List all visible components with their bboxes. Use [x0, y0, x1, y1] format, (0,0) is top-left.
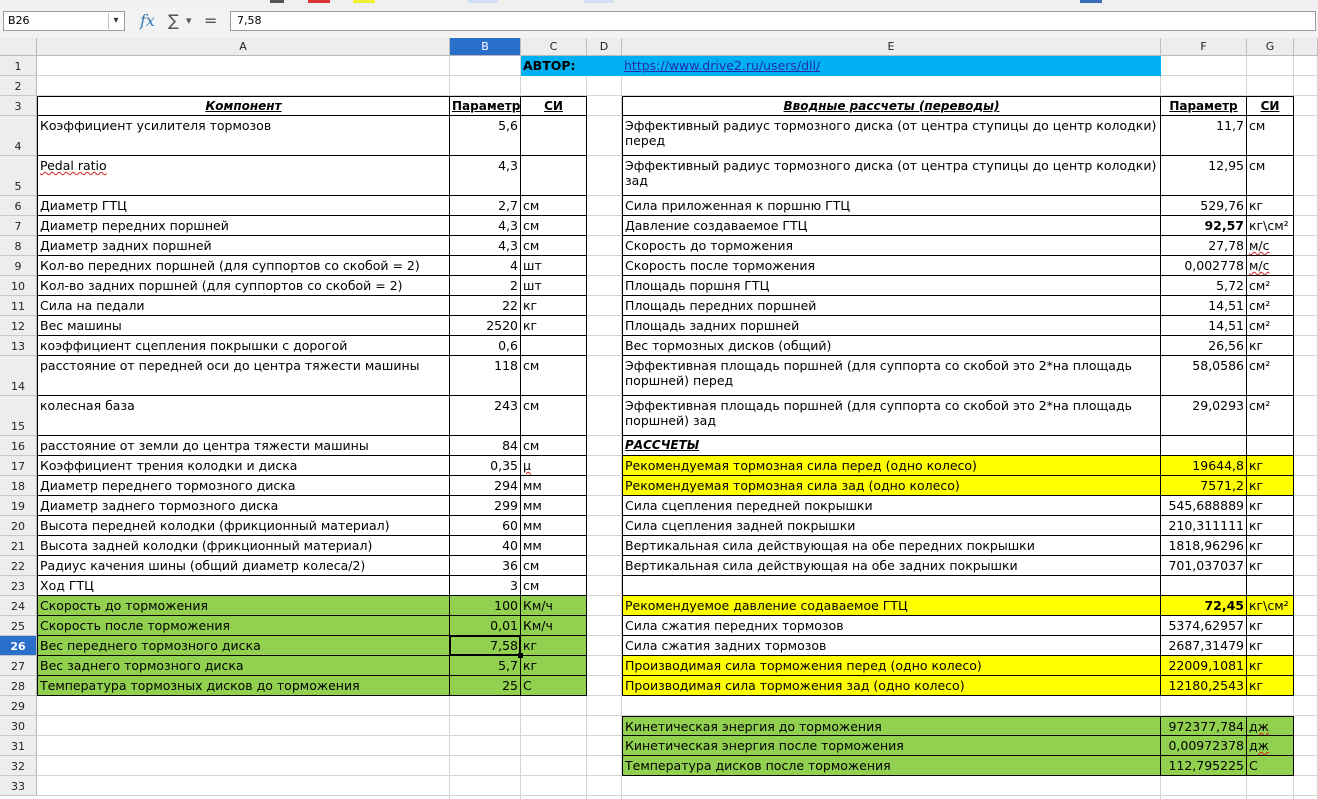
- left-row-unit[interactable]: см: [521, 216, 587, 236]
- toolbar-icon[interactable]: [468, 0, 498, 3]
- toolbar-icon[interactable]: [308, 0, 330, 3]
- left-row-name[interactable]: Вес переднего тормозного диска: [37, 636, 450, 656]
- left-row-unit[interactable]: шт: [521, 276, 587, 296]
- right-row-name[interactable]: Площадь передних поршней: [622, 296, 1161, 316]
- right-row-value[interactable]: 7571,2: [1161, 476, 1247, 496]
- left-row-unit[interactable]: С: [521, 676, 587, 696]
- row-header-23[interactable]: 23: [0, 576, 37, 596]
- right-row-name[interactable]: Сила сцепления задней покрышки: [622, 516, 1161, 536]
- right-row-unit[interactable]: см²: [1247, 396, 1294, 436]
- left-row-unit[interactable]: Км/ч: [521, 616, 587, 636]
- spellcheck-mark: дж: [1249, 738, 1269, 753]
- left-row-name[interactable]: Высота задней колодки (фрикционный материал): [37, 536, 450, 556]
- right-row-unit[interactable]: кг: [1247, 676, 1294, 696]
- right-row-unit[interactable]: кг: [1247, 656, 1294, 676]
- author-label[interactable]: АВТОР:: [521, 56, 587, 76]
- right-header-param[interactable]: Параметр: [1161, 96, 1247, 116]
- author-fill[interactable]: [587, 56, 622, 76]
- right-row-unit[interactable]: кг: [1247, 556, 1294, 576]
- left-row-name[interactable]: Вес заднего тормозного диска: [37, 656, 450, 676]
- right-row-unit[interactable]: кг: [1247, 496, 1294, 516]
- right-row-value[interactable]: 210,311111: [1161, 516, 1247, 536]
- column-header-a[interactable]: A: [37, 38, 450, 56]
- left-row-unit[interactable]: см: [521, 196, 587, 216]
- left-row-unit[interactable]: см: [521, 436, 587, 456]
- left-row-unit[interactable]: см: [521, 576, 587, 596]
- row-header-25[interactable]: 25: [0, 616, 37, 636]
- right-row-unit[interactable]: [1247, 736, 1294, 756]
- right-row-value[interactable]: 11,7: [1161, 116, 1247, 156]
- toolbar-icon[interactable]: [270, 0, 284, 3]
- left-row-unit[interactable]: [521, 156, 587, 196]
- left-row-value[interactable]: 294: [450, 476, 521, 496]
- right-row-name[interactable]: Кинетическая энергия после торможения: [622, 736, 1161, 756]
- row-header-20[interactable]: 20: [0, 516, 37, 536]
- right-row-name[interactable]: Рекомендуемая тормозная сила зад (одно колесо): [622, 476, 1161, 496]
- right-row-value[interactable]: 972377,784: [1161, 716, 1247, 736]
- left-row-value[interactable]: 22: [450, 296, 521, 316]
- row-header-14[interactable]: 14: [0, 356, 37, 396]
- right-row-value[interactable]: 112,795225: [1161, 756, 1247, 776]
- column-header-c[interactable]: C: [521, 38, 587, 56]
- right-row-value[interactable]: 14,51: [1161, 296, 1247, 316]
- right-row-value[interactable]: 0,002778: [1161, 256, 1247, 276]
- spellcheck-mark: м/с: [1249, 258, 1270, 273]
- right-row-value[interactable]: 22009,1081: [1161, 656, 1247, 676]
- right-row-name[interactable]: Рекомендуемая тормозная сила перед (одно колесо): [622, 456, 1161, 476]
- row-header-21[interactable]: 21: [0, 536, 37, 556]
- row-header-1[interactable]: 1: [0, 56, 37, 76]
- right-row-name[interactable]: Сила сжатия передних тормозов: [622, 616, 1161, 636]
- left-row-name[interactable]: Диаметр переднего тормозного диска: [37, 476, 450, 496]
- column-header-empty: [1294, 38, 1318, 56]
- right-row-value[interactable]: 26,56: [1161, 336, 1247, 356]
- right-row-name[interactable]: Производимая сила торможения зад (одно колесо): [622, 676, 1161, 696]
- right-row-unit[interactable]: см²: [1247, 316, 1294, 336]
- row-header-28[interactable]: 28: [0, 676, 37, 696]
- row-header-24[interactable]: 24: [0, 596, 37, 616]
- equals-icon[interactable]: =: [204, 11, 218, 30]
- left-row-value[interactable]: 36: [450, 556, 521, 576]
- right-row-unit[interactable]: см²: [1247, 276, 1294, 296]
- left-row-name[interactable]: [37, 156, 450, 196]
- right-row-name[interactable]: Рекомендуемое давление содаваемое ГТЦ: [622, 596, 1161, 616]
- left-row-value[interactable]: 0,6: [450, 336, 521, 356]
- right-row-name[interactable]: Площадь задних поршней: [622, 316, 1161, 336]
- function-wizard-icon[interactable]: fx: [140, 11, 155, 30]
- right-row-name[interactable]: Эффективный радиус тормозного диска (от центра ступицы до центр колодки) перед: [622, 116, 1161, 156]
- right-row-unit[interactable]: см: [1247, 116, 1294, 156]
- row-header-18[interactable]: 18: [0, 476, 37, 496]
- row-header-30[interactable]: 30: [0, 716, 37, 736]
- left-row-name[interactable]: Диаметр передних поршней: [37, 216, 450, 236]
- right-row-name[interactable]: Сила сжатия задних тормозов: [622, 636, 1161, 656]
- right-row-value[interactable]: 29,0293: [1161, 396, 1247, 436]
- left-row-value[interactable]: 4,3: [450, 236, 521, 256]
- row-header-7[interactable]: 7: [0, 216, 37, 236]
- left-row-unit[interactable]: см: [521, 396, 587, 436]
- right-row-name[interactable]: Эффективная площадь поршней (для суппорта со скобой это 2*на площадь поршней) перед: [622, 356, 1161, 396]
- right-row-value[interactable]: 72,45: [1161, 596, 1247, 616]
- row-header-22[interactable]: 22: [0, 556, 37, 576]
- left-row-name[interactable]: Диаметр заднего тормозного диска: [37, 496, 450, 516]
- right-row-unit[interactable]: кг\см²: [1247, 596, 1294, 616]
- fill-handle[interactable]: [518, 653, 523, 658]
- right-row-name[interactable]: [622, 576, 1161, 596]
- right-header-calc[interactable]: Вводные рассчеты (переводы): [622, 96, 1161, 116]
- right-row-value[interactable]: 529,76: [1161, 196, 1247, 216]
- left-row-value[interactable]: 243: [450, 396, 521, 436]
- row-header-6[interactable]: 6: [0, 196, 37, 216]
- left-row-value[interactable]: 2520: [450, 316, 521, 336]
- left-row-name[interactable]: коэффициент сцепления покрышки с дорогой: [37, 336, 450, 356]
- left-row-unit[interactable]: мм: [521, 516, 587, 536]
- right-row-unit[interactable]: [1247, 256, 1294, 276]
- row-header-10[interactable]: 10: [0, 276, 37, 296]
- right-row-unit[interactable]: [1247, 716, 1294, 736]
- left-row-value[interactable]: 5,7: [450, 656, 521, 676]
- right-row-value[interactable]: 0,00972378: [1161, 736, 1247, 756]
- left-row-unit[interactable]: кг: [521, 316, 587, 336]
- left-header-unit[interactable]: СИ: [521, 96, 587, 116]
- row-header-26[interactable]: 26: [0, 636, 37, 656]
- right-row-value[interactable]: 58,0586: [1161, 356, 1247, 396]
- row-header-5[interactable]: 5: [0, 156, 37, 196]
- row-header-32[interactable]: 32: [0, 756, 37, 776]
- left-row-name[interactable]: Температура тормозных дисков до торможения: [37, 676, 450, 696]
- right-row-unit[interactable]: кг\см²: [1247, 216, 1294, 236]
- left-row-value[interactable]: 25: [450, 676, 521, 696]
- name-box-value: B26: [8, 14, 30, 27]
- right-row-name[interactable]: Сила сцепления передней покрышки: [622, 496, 1161, 516]
- left-row-name[interactable]: Сила на педали: [37, 296, 450, 316]
- right-row-name[interactable]: Скорость до торможения: [622, 236, 1161, 256]
- right-row-name[interactable]: Давление создаваемое ГТЦ: [622, 216, 1161, 236]
- spreadsheet-grid[interactable]: [0, 38, 1318, 799]
- right-row-value[interactable]: 14,51: [1161, 316, 1247, 336]
- right-row-name[interactable]: Площадь поршня ГТЦ: [622, 276, 1161, 296]
- left-row-value[interactable]: 2: [450, 276, 521, 296]
- column-header-e[interactable]: E: [622, 38, 1161, 56]
- formula-input[interactable]: [230, 11, 1316, 31]
- left-row-unit[interactable]: [521, 456, 587, 476]
- right-row-value[interactable]: 92,57: [1161, 216, 1247, 236]
- toolbar-strip: [0, 0, 1318, 8]
- right-row-name[interactable]: Сила приложенная к поршню ГТЦ: [622, 196, 1161, 216]
- row-header-17[interactable]: 17: [0, 456, 37, 476]
- toolbar-icon[interactable]: [353, 0, 375, 3]
- column-header-d[interactable]: D: [587, 38, 622, 56]
- left-row-value[interactable]: 60: [450, 516, 521, 536]
- row-header-16[interactable]: 16: [0, 436, 37, 456]
- row-header-15[interactable]: 15: [0, 396, 37, 436]
- left-row-value[interactable]: 2,7: [450, 196, 521, 216]
- right-row-unit[interactable]: [1247, 436, 1294, 456]
- row-header-9[interactable]: 9: [0, 256, 37, 276]
- left-row-name[interactable]: Диаметр задних поршней: [37, 236, 450, 256]
- left-header-component[interactable]: Компонент: [37, 96, 450, 116]
- right-header-unit[interactable]: СИ: [1247, 96, 1294, 116]
- row-header-27[interactable]: 27: [0, 656, 37, 676]
- left-row-value[interactable]: 0,35: [450, 456, 521, 476]
- spellcheck-mark: Pedal ratio: [40, 158, 107, 173]
- column-header-b[interactable]: B: [450, 38, 521, 56]
- left-row-name[interactable]: Скорость после торможения: [37, 616, 450, 636]
- right-row-unit[interactable]: см²: [1247, 356, 1294, 396]
- left-row-unit[interactable]: кг: [521, 296, 587, 316]
- name-box[interactable]: [3, 11, 125, 31]
- left-row-name[interactable]: колесная база: [37, 396, 450, 436]
- right-row-unit[interactable]: см: [1247, 156, 1294, 196]
- row-header-2[interactable]: 2: [0, 76, 37, 96]
- gridline: [37, 795, 1318, 796]
- right-row-value[interactable]: 5,72: [1161, 276, 1247, 296]
- right-row-name[interactable]: Скорость после торможения: [622, 256, 1161, 276]
- left-row-name[interactable]: Вес машины: [37, 316, 450, 336]
- row-header-12[interactable]: 12: [0, 316, 37, 336]
- left-row-value[interactable]: 4,3: [450, 156, 521, 196]
- right-row-value[interactable]: 701,037037: [1161, 556, 1247, 576]
- right-row-unit[interactable]: кг: [1247, 516, 1294, 536]
- right-row-name[interactable]: Вертикальная сила действующая на обе задних покрышки: [622, 556, 1161, 576]
- left-row-unit[interactable]: мм: [521, 536, 587, 556]
- row-header-8[interactable]: 8: [0, 236, 37, 256]
- row-header-19[interactable]: 19: [0, 496, 37, 516]
- left-row-unit[interactable]: см: [521, 236, 587, 256]
- left-row-value[interactable]: 4,3: [450, 216, 521, 236]
- left-row-name[interactable]: Диаметр ГТЦ: [37, 196, 450, 216]
- right-row-value[interactable]: 19644,8: [1161, 456, 1247, 476]
- right-row-unit[interactable]: см²: [1247, 296, 1294, 316]
- row-header-33[interactable]: 33: [0, 776, 37, 796]
- left-row-name[interactable]: Высота передней колодки (фрикционный материал): [37, 516, 450, 536]
- right-row-name[interactable]: Эффективная площадь поршней (для суппорта со скобой это 2*на площадь поршней) зад: [622, 396, 1161, 436]
- left-row-unit[interactable]: кг: [521, 636, 587, 656]
- sum-dropdown-icon[interactable]: ▾: [186, 14, 192, 27]
- right-row-name[interactable]: Эффективный радиус тормозного диска (от центра ступицы до центр колодки) зад: [622, 156, 1161, 196]
- left-row-unit[interactable]: [521, 116, 587, 156]
- author-link[interactable]: https://www.drive2.ru/users/dll/: [622, 56, 1161, 76]
- formula-bar: [0, 8, 1318, 39]
- left-row-unit[interactable]: см: [521, 556, 587, 576]
- right-row-value[interactable]: 27,78: [1161, 236, 1247, 256]
- right-row-name[interactable]: Кинетическая энергия до торможения: [622, 716, 1161, 736]
- left-row-value[interactable]: 7,58: [450, 636, 521, 656]
- row-header-4[interactable]: 4: [0, 116, 37, 156]
- left-row-name[interactable]: Кол-во передних поршней (для суппортов со скобой = 2): [37, 256, 450, 276]
- formula-value: 7,58: [237, 14, 262, 27]
- row-header-29[interactable]: 29: [0, 696, 37, 716]
- left-row-unit[interactable]: мм: [521, 476, 587, 496]
- row-header-13[interactable]: 13: [0, 336, 37, 356]
- row-header-3[interactable]: 3: [0, 96, 37, 116]
- right-row-value[interactable]: 12,95: [1161, 156, 1247, 196]
- row-header-31[interactable]: 31: [0, 736, 37, 756]
- row-header-11[interactable]: 11: [0, 296, 37, 316]
- left-row-unit[interactable]: кг: [521, 656, 587, 676]
- right-row-value[interactable]: [1161, 576, 1247, 596]
- left-row-name[interactable]: расстояние от передней оси до центра тяжести машины: [37, 356, 450, 396]
- left-row-name[interactable]: расстояние от земли до центра тяжести машины: [37, 436, 450, 456]
- right-row-unit[interactable]: кг: [1247, 456, 1294, 476]
- right-row-unit[interactable]: кг: [1247, 336, 1294, 356]
- right-row-unit[interactable]: кг: [1247, 616, 1294, 636]
- left-row-value[interactable]: 299: [450, 496, 521, 516]
- left-row-value[interactable]: 4: [450, 256, 521, 276]
- left-row-unit[interactable]: [521, 336, 587, 356]
- right-row-unit[interactable]: кг: [1247, 476, 1294, 496]
- left-row-value[interactable]: 100: [450, 596, 521, 616]
- toolbar-icon[interactable]: [584, 0, 614, 3]
- right-row-unit[interactable]: кг: [1247, 536, 1294, 556]
- column-header-g[interactable]: G: [1247, 38, 1294, 56]
- left-header-param[interactable]: Параметр: [450, 96, 521, 116]
- right-row-value[interactable]: 12180,2543: [1161, 676, 1247, 696]
- column-header-f[interactable]: F: [1161, 38, 1247, 56]
- section-heading[interactable]: РАССЧЕТЫ: [622, 436, 1161, 456]
- right-row-name[interactable]: Вертикальная сила действующая на обе передних покрышки: [622, 536, 1161, 556]
- select-all-corner[interactable]: [0, 38, 37, 56]
- left-row-name[interactable]: Радиус качения шины (общий диаметр колеса/2): [37, 556, 450, 576]
- left-row-value[interactable]: 0,01: [450, 616, 521, 636]
- spellcheck-mark: м/с: [1249, 238, 1270, 253]
- left-row-value[interactable]: 40: [450, 536, 521, 556]
- right-row-unit[interactable]: кг: [1247, 636, 1294, 656]
- left-row-unit[interactable]: см: [521, 356, 587, 396]
- right-row-name[interactable]: Вес тормозных дисков (общий): [622, 336, 1161, 356]
- chevron-down-icon[interactable]: ▾: [108, 13, 123, 29]
- left-row-name[interactable]: Коэффициент трения колодки и диска: [37, 456, 450, 476]
- left-row-value[interactable]: 84: [450, 436, 521, 456]
- left-row-name[interactable]: Кол-во задних поршней (для суппортов со скобой = 2): [37, 276, 450, 296]
- right-row-unit[interactable]: [1247, 236, 1294, 256]
- left-row-unit[interactable]: шт: [521, 256, 587, 276]
- right-row-value[interactable]: 2687,31479: [1161, 636, 1247, 656]
- left-row-value[interactable]: 3: [450, 576, 521, 596]
- right-row-value[interactable]: 1818,96296: [1161, 536, 1247, 556]
- right-row-value[interactable]: 5374,62957: [1161, 616, 1247, 636]
- left-row-unit[interactable]: Км/ч: [521, 596, 587, 616]
- left-row-unit[interactable]: мм: [521, 496, 587, 516]
- left-row-name[interactable]: Скорость до торможения: [37, 596, 450, 616]
- sum-icon[interactable]: ∑: [168, 11, 179, 30]
- spellcheck-mark: μ: [523, 458, 531, 473]
- left-row-value[interactable]: 5,6: [450, 116, 521, 156]
- spellcheck-mark: дж: [1249, 719, 1269, 734]
- left-row-name[interactable]: Коэффициент усилителя тормозов: [37, 116, 450, 156]
- left-row-value[interactable]: 118: [450, 356, 521, 396]
- right-row-unit[interactable]: С: [1247, 756, 1294, 776]
- right-row-name[interactable]: Производимая сила торможения перед (одно колесо): [622, 656, 1161, 676]
- right-row-name[interactable]: Температура дисков после торможения: [622, 756, 1161, 776]
- toolbar-icon[interactable]: [1080, 0, 1102, 3]
- left-row-name[interactable]: Ход ГТЦ: [37, 576, 450, 596]
- right-row-unit[interactable]: кг: [1247, 196, 1294, 216]
- right-row-value[interactable]: 545,688889: [1161, 496, 1247, 516]
- right-row-value[interactable]: [1161, 436, 1247, 456]
- right-row-unit[interactable]: [1247, 576, 1294, 596]
